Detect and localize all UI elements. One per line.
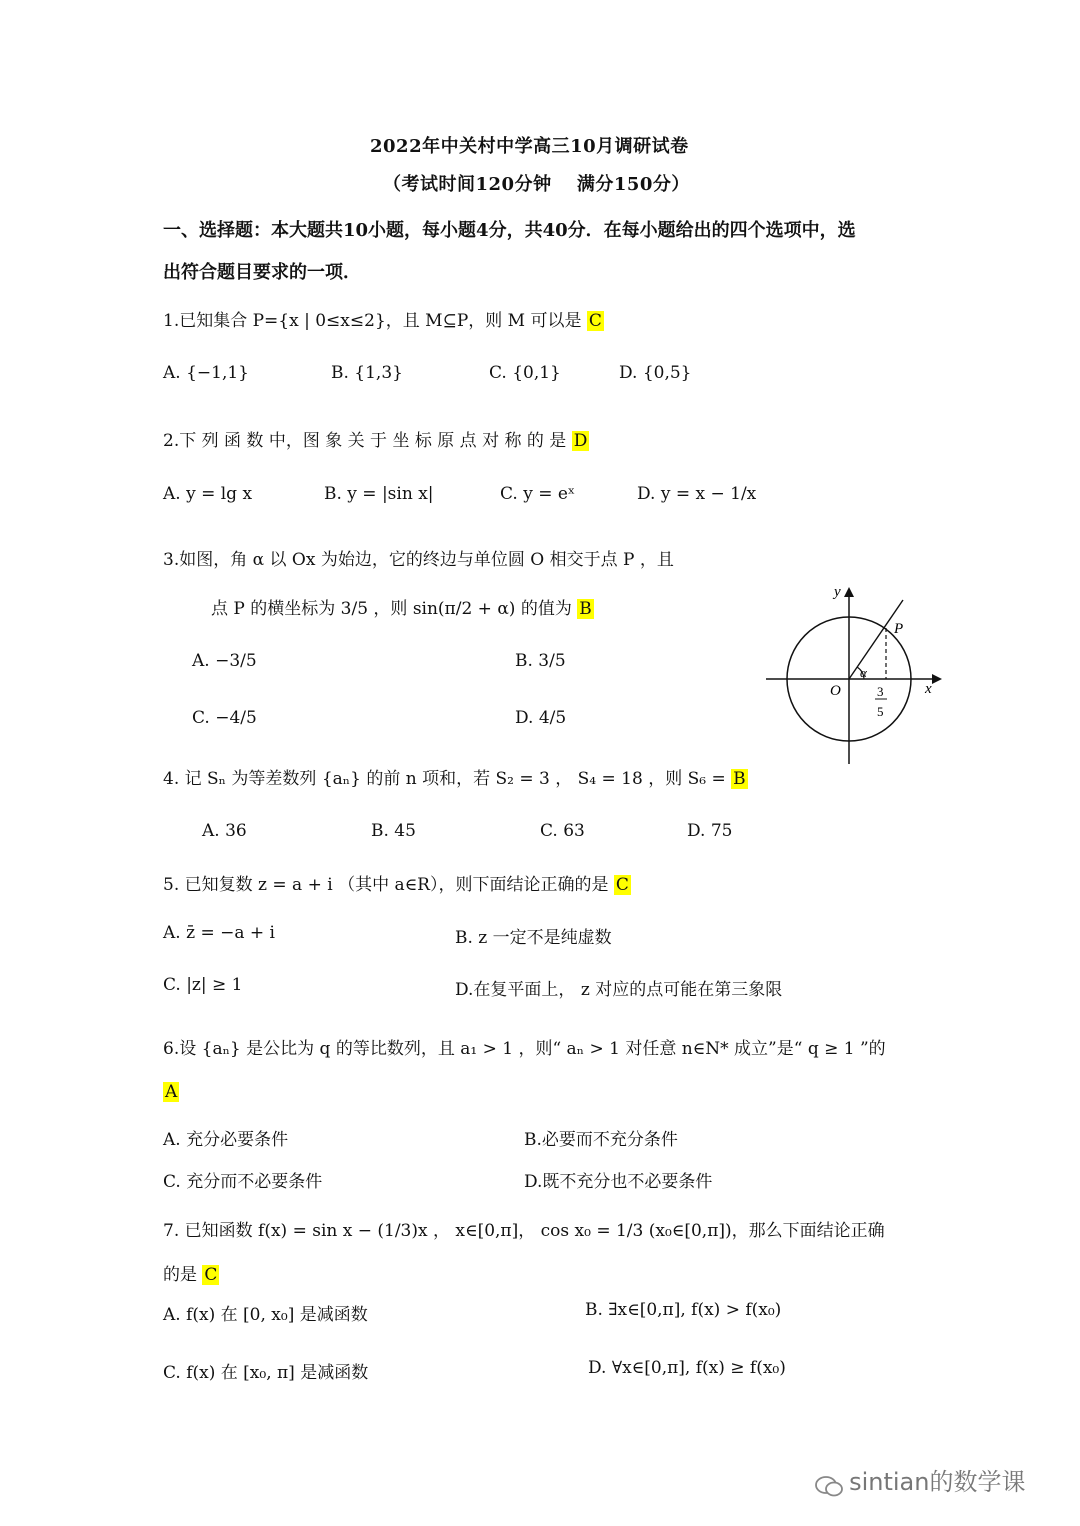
question-6-answer: A <box>165 1082 178 1102</box>
question-3-line1: 3.如图，角 α 以 Ox 为始边，它的终边与单位圆 O 相交于点 P ，且 <box>163 550 674 570</box>
question-1 <box>163 306 604 331</box>
question-7-line1: 7. 已知函数 f(x) = sin x − (1/3)x ， x∈[0,π]， cos x₀ = 1/3 (x₀∈[0,π])，那么下面结论正确 <box>163 1221 885 1241</box>
question-3-line2 <box>211 594 594 619</box>
x-label: x <box>925 681 932 697</box>
question-4 <box>163 764 748 789</box>
q5-option-b: B. z 一定不是纯虚数 <box>455 928 612 948</box>
q2-option-d: D. y = x − 1/x <box>637 484 757 504</box>
question-2-answer: D <box>573 431 588 451</box>
q4-option-d: D. 75 <box>687 821 733 841</box>
q2-option-c: C. y = eˣ <box>500 484 576 504</box>
question-5-answer: C <box>615 875 629 895</box>
fraction-numerator: 3 <box>877 684 884 699</box>
question-7-line2 <box>163 1260 219 1285</box>
q2-option-a: A. y = lg x <box>163 484 253 504</box>
q7-option-b: B. ∃x∈[0,π], f(x) > f(x₀) <box>585 1300 782 1320</box>
q3-option-b: B. 3/5 <box>515 651 566 671</box>
q4-option-b: B. 45 <box>371 821 416 841</box>
question-7-answer: C <box>204 1265 218 1285</box>
section-heading-line2: 出符合题目要求的一项． <box>163 262 361 283</box>
chat-bubble-icon <box>814 1473 844 1499</box>
q1-option-b: B. {1,3} <box>331 363 403 383</box>
question-3-answer: B <box>579 599 592 619</box>
q3-option-c: C. −4/5 <box>192 708 257 728</box>
q1-option-a: A. {−1,1} <box>163 363 249 383</box>
question-3-stem: 点 P 的横坐标为 3/5 ，则 sin(π/2 + α) 的值为 <box>211 599 572 619</box>
page-title: 2022年中关村中学高三10月调研试卷 <box>370 136 689 157</box>
q7-option-c: C. f(x) 在 [x₀, π] 是减函数 <box>163 1363 369 1383</box>
q6-option-d: D.既不充分也不必要条件 <box>524 1172 713 1192</box>
q6-option-b: B.必要而不充分条件 <box>524 1130 678 1150</box>
q1-option-c: C. {0,1} <box>489 363 561 383</box>
q7-option-a: A. f(x) 在 [0, x₀] 是减函数 <box>163 1305 368 1325</box>
point-p-label: P <box>894 621 904 637</box>
watermark-text: sintian的数学课 <box>849 1468 1026 1496</box>
unit-circle-figure <box>760 580 950 770</box>
q2-option-b: B. y = |sin x| <box>324 484 434 504</box>
watermark <box>814 1462 1025 1499</box>
q5-option-c: C. |z| ≥ 1 <box>163 975 243 995</box>
question-2 <box>163 426 589 451</box>
fraction-denominator: 5 <box>877 704 884 719</box>
origin-label: O <box>830 683 841 699</box>
question-1-stem: 1.已知集合 P={x | 0≤x≤2}，且 M⊆P，则 M 可以是 <box>163 311 582 331</box>
q7-option-d: D. ∀x∈[0,π], f(x) ≥ f(x₀) <box>588 1358 786 1378</box>
question-6-answer-line <box>163 1082 179 1102</box>
question-7-stem: 的是 <box>163 1265 197 1285</box>
page-subtitle: （考试时间120分钟 满分150分） <box>383 174 690 195</box>
y-label: y <box>834 584 841 600</box>
q6-option-c: C. 充分而不必要条件 <box>163 1172 323 1192</box>
question-6-stem: 6.设 {aₙ} 是公比为 q 的等比数列，且 a₁ > 1 ，则“ aₙ > 1 对任意 n∈N* 成立”是“ q ≥ 1 ”的 <box>163 1039 886 1059</box>
q5-option-d: D.在复平面上， z 对应的点可能在第三象限 <box>455 980 783 1000</box>
question-5-stem: 5. 已知复数 z = a + i （其中 a∈R），则下面结论正确的是 <box>163 875 609 895</box>
question-1-answer: C <box>588 311 602 331</box>
q1-option-d: D. {0,5} <box>619 363 692 383</box>
x-axis-arrow-icon <box>932 674 942 684</box>
q4-option-a: A. 36 <box>202 821 247 841</box>
y-axis-arrow-icon <box>844 587 854 597</box>
q3-option-d: D. 4/5 <box>515 708 567 728</box>
alpha-label: α <box>860 665 867 680</box>
question-5 <box>163 870 631 895</box>
section-heading-line1: 一、选择题：本大题共10小题，每小题4分，共40分．在每小题给出的四个选项中，选 <box>163 220 856 241</box>
question-4-stem: 4. 记 Sₙ 为等差数列 {aₙ} 的前 n 项和，若 S₂ = 3 ， S₄ = 18 ，则 S₆ = <box>163 769 726 789</box>
question-4-answer: B <box>733 769 746 789</box>
q3-option-a: A. −3/5 <box>192 651 257 671</box>
q5-option-a: A. z̄ = −a + i <box>163 923 275 943</box>
q4-option-c: C. 63 <box>540 821 585 841</box>
question-2-stem: 2.下 列 函 数 中，图 象 关 于 坐 标 原 点 对 称 的 是 <box>163 431 567 451</box>
q6-option-a: A. 充分必要条件 <box>163 1130 289 1150</box>
